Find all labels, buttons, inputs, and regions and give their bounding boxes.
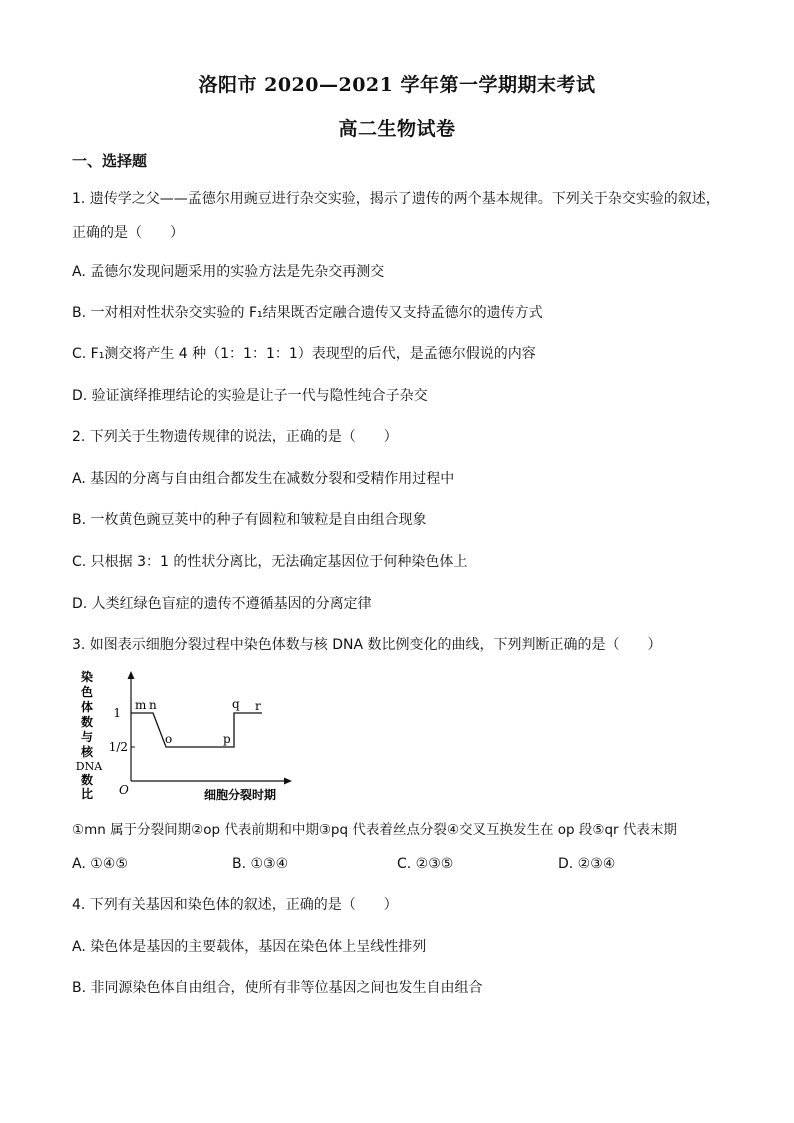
q3-option-b: B. ①③④: [232, 856, 289, 872]
q4-option-a: A. 染色体是基因的主要载体，基因在染色体上呈线性排列: [72, 939, 427, 955]
q2-option-b: B. 一枚黄色豌豆荚中的种子有圆粒和皱粒是自由组合现象: [72, 512, 427, 528]
point-o-label: o: [165, 732, 173, 746]
q3-statement: ①mn 属于分裂间期②op 代表前期和中期③pq 代表着丝点分裂④交叉互换发生在 op 段⑤qr 代表末期: [72, 822, 677, 838]
y-axis-arrow-icon: [128, 671, 135, 679]
q3-option-a: A. ①④⑤: [72, 856, 128, 872]
q1-option-b: B. 一对相对性状杂交实验的 F₁结果既否定融合遗传又支持孟德尔的遗传方式: [72, 305, 543, 321]
figure-x-label: 细胞分裂时期: [204, 788, 277, 802]
y-label-char: 数: [80, 715, 94, 729]
q3-stem: 3. 如图表示细胞分裂过程中染色体数与核 DNA 数比例变化的曲线，下列判断正确的是（ ）: [72, 637, 662, 653]
origin-label: O: [119, 783, 129, 797]
q3-option-d: D. ②③④: [558, 856, 616, 872]
y-label-char: 体: [80, 700, 94, 714]
figure-y-label: [76, 669, 103, 801]
q1-option-a: A. 孟德尔发现问题采用的实验方法是先杂交再测交: [72, 264, 385, 280]
q3-option-c: C. ②③⑤: [397, 856, 454, 872]
q4-stem: 4. 下列有关基因和染色体的叙述，正确的是（ ）: [72, 897, 398, 913]
exam-title: 洛阳市 2020—2021 学年第一学期期末考试: [198, 74, 596, 96]
q2-option-a: A. 基因的分离与自由组合都发生在减数分裂和受精作用过程中: [72, 471, 455, 487]
y-label-char: 核: [80, 745, 94, 759]
exam-subtitle: 高二生物试卷: [338, 118, 456, 140]
point-m-label: m: [135, 698, 147, 712]
q3-figure: [70, 664, 310, 810]
q1-stem-line2: 正确的是（ ）: [72, 225, 184, 241]
point-r-label: r: [255, 699, 261, 713]
q2-stem: 2. 下列关于生物遗传规律的说法，正确的是（ ）: [72, 429, 398, 445]
point-q-label: q: [232, 697, 240, 711]
tick-label-1: 1: [113, 706, 121, 720]
section-heading: 一、选择题: [72, 152, 148, 170]
q1-option-c: C. F₁测交将产生 4 种（1：1：1：1）表现型的后代，是孟德尔假说的内容: [72, 346, 536, 362]
q2-option-d: D. 人类红绿色盲症的遗传不遵循基因的分离定律: [72, 596, 372, 612]
point-n-label: n: [149, 698, 157, 712]
y-label-char: DNA: [75, 760, 103, 773]
q1-option-d: D. 验证演绎推理结论的实验是让子一代与隐性纯合子杂交: [72, 388, 428, 404]
ratio-curve: [131, 713, 262, 747]
tick-label-half: 1/2: [108, 740, 128, 754]
y-label-char: 比: [80, 787, 94, 801]
y-label-char: 与: [80, 730, 94, 744]
x-axis-arrow-icon: [284, 778, 292, 785]
point-p-label: p: [223, 732, 231, 746]
y-label-char: 染: [80, 670, 94, 684]
q4-option-b: B. 非同源染色体自由组合，使所有非等位基因之间也发生自由组合: [72, 980, 483, 996]
q1-stem-line1: 1. 遗传学之父——孟德尔用豌豆进行杂交实验，揭示了遗传的两个基本规律。下列关于杂交实验的叙述，: [72, 191, 720, 207]
y-label-char: 数: [80, 773, 94, 787]
q2-option-c: C. 只根据 3：1 的性状分离比，无法确定基因位于何种染色体上: [72, 554, 468, 570]
y-label-char: 色: [80, 685, 94, 699]
